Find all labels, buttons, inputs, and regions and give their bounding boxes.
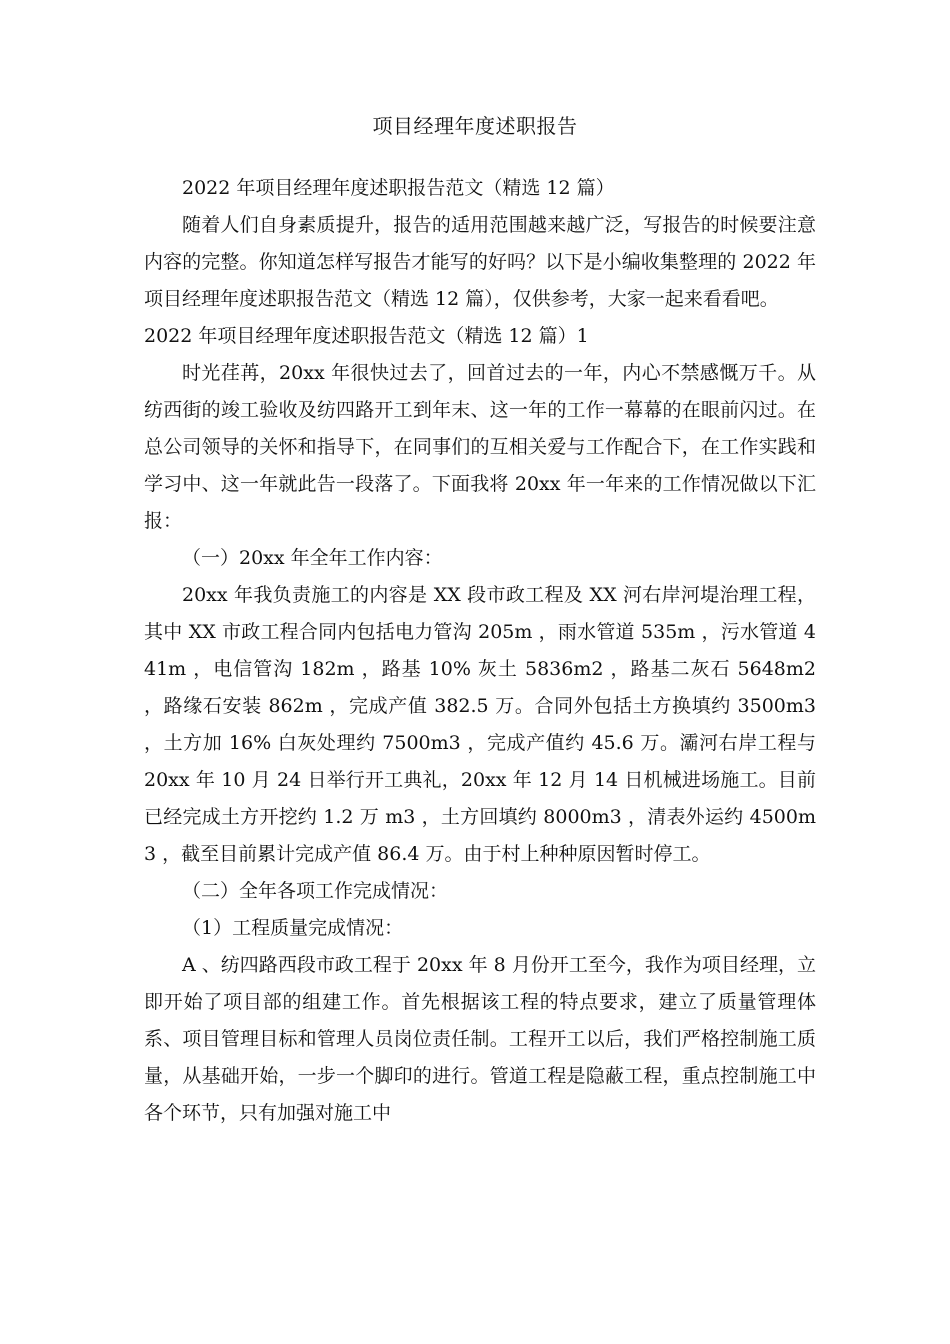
subheading-completion: （二）全年各项工作完成情况： <box>182 880 449 902</box>
paragraph-intro: 随着人们自身素质提升，报告的适用范围越来越广泛，写报告的时候要注意内容的完整。你知道怎样写报告才能写的好吗？以下是小编收集整理的 2022 年项目经理年度述职报告范文（精选 12 篇），仅供参考，大家一起来看看吧。 <box>144 214 816 310</box>
document-title: 项目经理年度述职报告 <box>372 114 578 138</box>
document-body <box>144 170 816 1132</box>
subheading-quality: （1）工程质量完成情况： <box>182 917 404 939</box>
paragraph-subtitle: 2022 年项目经理年度述职报告范文（精选 12 篇） <box>182 177 615 199</box>
subheading-work-content: （一）20xx 年全年工作内容： <box>182 547 443 569</box>
section-heading-1: 2022 年项目经理年度述职报告范文（精选 12 篇）1 <box>144 325 589 347</box>
paragraph-work-content: 20xx 年我负责施工的内容是 XX 段市政工程及 XX 河右岸河堤治理工程，其中 XX 市政工程合同内包括电力管沟 205m ，雨水管道 535m ，污水管道 441m ，电信管沟 182m ，路基 10% 灰土 5836m2 ，路基二灰石 5648m2 ，路缘石安装 862m ，完成产值 382.5 万。合同外包括土方换填约 3500m3 ，土方加 16% 白灰处理约 7500m3 ，完成产值约 45.6 万。灞河右岸工程与 20xx 年 10 月 24 日举行开工典礼，20xx 年 12 月 14 日机械进场施工。目前已经完成土方开挖约 1.2 万 m3 ，土方回填约 8000m3 ，清表外运约 4500m3 ，截至目前累计完成产值 86.4 万。由于村上种种原因暂时停工。 <box>144 584 816 865</box>
paragraph-quality: A 、纺四路西段市政工程于 20xx 年 8 月份开工至今，我作为项目经理，立即开始了项目部的组建工作。首先根据该工程的特点要求，建立了质量管理体系、项目管理目标和管理人员岗位责任制。工程开工以后，我们严格控制施工质量，从基础开始，一步一个脚印的进行。管道工程是隐蔽工程，重点控制施工中各个环节，只有加强对施工中 <box>144 954 816 1124</box>
paragraph-review: 时光荏苒，20xx 年很快过去了，回首过去的一年，内心不禁感慨万千。从纺西街的竣工验收及纺四路开工到年末、这一年的工作一幕幕的在眼前闪过。在总公司领导的关怀和指导下，在同事们的互相关爱与工作配合下，在工作实践和学习中、这一年就此告一段落了。下面我将 20xx 年一年来的工作情况做以下汇报： <box>144 362 816 532</box>
